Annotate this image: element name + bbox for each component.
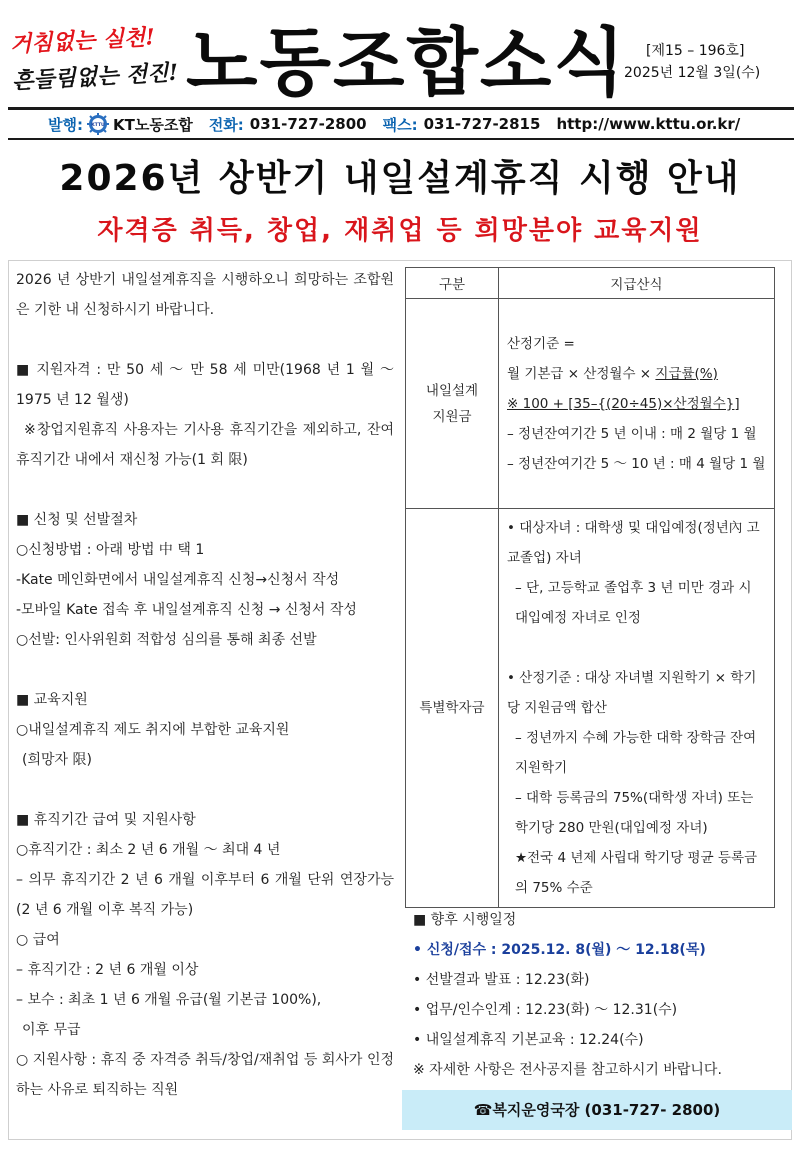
leave-period: ○휴직기간 : 최소 2 년 6 개월 ～ 최대 4 년 — [16, 842, 281, 858]
fax-number: 031-727-2815 — [423, 115, 541, 133]
selection-process: ○선발: 인사위원회 적합성 심의를 통해 최종 선발 — [16, 632, 317, 648]
schedule-section — [413, 905, 793, 1085]
publisher-name: KT노동조합 — [112, 115, 193, 134]
table-header-formula: 지급산식 — [499, 268, 775, 299]
kttu-logo-text: KTTU — [91, 123, 105, 128]
formula-title: 산정기준 = — [507, 335, 575, 352]
schedule-item: • 내일설계휴직 기본교육 : 12.24(수) — [413, 1032, 644, 1048]
formula-case-1: – 정년잔여기간 5 년 이내 : 매 2 월당 1 월 — [507, 425, 757, 442]
leave-extension: – 의무 휴직기간 2 년 6 개월 이후부터 6 개월 단위 연장가능(2 년 6 개월 이후 복직 가능) — [16, 872, 394, 918]
scholarship-target: • 대상자녀 : 대학생 및 대입예정(정년內 고교졸업) 자녀 — [507, 520, 760, 566]
education-support: ○내일설계휴직 제도 취지에 부합한 교육지원 — [16, 722, 290, 738]
phone-label: 전화: — [208, 115, 244, 134]
eligibility-heading: ■ 지원자격 : 만 50 세 ～ 만 58 세 미만(1968 년 1 월 ～ 1975 년 12 월생) — [16, 362, 394, 408]
formula-base: 월 기본급 × 산정월수 × — [507, 365, 656, 382]
contact-footer: ☎복지운영국장 (031-727- 2800) — [402, 1090, 792, 1130]
contact-divider — [8, 138, 794, 140]
schedule-item: • 선발결과 발표 : 12.23(화) — [413, 972, 590, 988]
scholarship-calc-note1: – 정년까지 수혜 가능한 대학 장학금 잔여 지원학기 — [515, 730, 757, 776]
masthead — [0, 0, 800, 104]
scholarship-target-note: – 단, 고등학교 졸업후 3 년 미만 경과 시 대입예정 자녀로 인정 — [515, 580, 752, 626]
category-label-line1: 내일설계 — [425, 382, 479, 399]
scholarship-calc-note3: ★전국 4 년제 사립대 학기당 평균 등록금의 75% 수준 — [515, 850, 758, 896]
eligibility-note: ※창업지원휴직 사용자는 기사용 휴직기간을 제외하고, 잔여 휴직기간 내에서 재신청 가능(1 회 限) — [16, 422, 394, 468]
issue-number: [제15 – 196호] — [646, 43, 745, 59]
table-cell-category: 특별학자금 — [406, 509, 499, 908]
category-label-line2: 지원금 — [432, 408, 472, 425]
pay-heading: ■ 휴직기간 급여 및 지원사항 — [16, 812, 196, 828]
publisher-label: 발행: — [48, 115, 83, 134]
formula-rate: 지급률(%) — [655, 365, 718, 382]
application-heading: ■ 신청 및 선발절차 — [16, 512, 138, 528]
application-mobile: -모바일 Kate 접속 후 내일설계휴직 신청 → 신청서 작성 — [16, 602, 357, 618]
scholarship-calc: • 산정기준 : 대상 자녀별 지원학기 × 학기당 지원금액 합산 — [507, 670, 757, 716]
phone-number: 031-727-2800 — [249, 115, 367, 133]
pay-period: – 휴직기간 : 2 년 6 개월 이상 — [16, 962, 199, 978]
table-header-row — [406, 268, 775, 299]
slogan-bottom: 흔들림없는 전진! — [11, 59, 179, 95]
article-headline: 2026년 상반기 내일설계휴직 시행 안내 — [59, 158, 741, 199]
fax-label: 팩스: — [382, 115, 418, 134]
newsletter-title: 노동조합소식 — [186, 20, 627, 106]
table-cell-formula — [499, 299, 775, 509]
formula-rate-note: ※ 100 + [35–{(20÷45)×산정월수}] — [507, 395, 740, 412]
scholarship-calc-note2: – 대학 등록금의 75%(대학생 자녀) 또는 학기당 280 만원(대입예정 자녀) — [515, 790, 754, 836]
education-heading: ■ 교육지원 — [16, 692, 88, 708]
website-link[interactable]: http://www.kttu.or.kr/ — [556, 115, 741, 133]
table-row — [406, 299, 775, 509]
pay-after: 이후 무급 — [22, 1022, 81, 1038]
slogan-top: 거침없는 실천! — [9, 24, 156, 58]
table-header-category: 구분 — [406, 268, 499, 299]
left-column — [16, 265, 394, 1105]
payment-table — [405, 267, 775, 908]
formula-body — [507, 359, 766, 389]
table-row — [406, 509, 775, 908]
intro-paragraph: 2026 년 상반기 내일설계휴직을 시행하오니 희망하는 조합원은 기한 내 신청하시기 바랍니다. — [16, 272, 394, 318]
application-method: ○신청방법 : 아래 방법 中 택 1 — [16, 542, 205, 558]
article-subheadline: 자격증 취득, 창업, 재취업 등 희망분야 교육지원 — [97, 216, 703, 246]
pay-heading-sub: ○ 급여 — [16, 932, 60, 948]
header-divider — [8, 107, 794, 110]
schedule-item: • 신청/접수 : 2025.12. 8(월) ～ 12.18(목) — [413, 942, 706, 958]
contact-bar — [48, 113, 740, 135]
application-kate: -Kate 메인화면에서 내일설계휴직 신청→신청서 작성 — [16, 572, 340, 588]
schedule-item: • 업무/인수인계 : 12.23(화) ～ 12.31(수) — [413, 1002, 678, 1018]
schedule-heading: ■ 향후 시행일정 — [413, 912, 517, 928]
schedule-note: ※ 자세한 사항은 전사공지를 참고하시기 바랍니다. — [413, 1062, 722, 1078]
formula-case-2: – 정년잔여기간 5 ～ 10 년 : 매 4 월당 1 월 — [507, 455, 766, 472]
kttu-logo-icon — [87, 113, 109, 135]
pay-amount: – 보수 : 최초 1 년 6 개월 유급(월 기본급 100%), — [16, 992, 322, 1008]
table-cell-formula — [499, 509, 775, 908]
issue-date: 2025년 12월 3일(수) — [624, 65, 761, 81]
table-cell-category — [406, 299, 499, 509]
education-note: (희망자 限) — [22, 752, 92, 768]
support-items: ○ 지원사항 : 휴직 중 자격증 취득/창업/재취업 등 회사가 인정하는 사유로 퇴직하는 직원 — [16, 1052, 394, 1098]
